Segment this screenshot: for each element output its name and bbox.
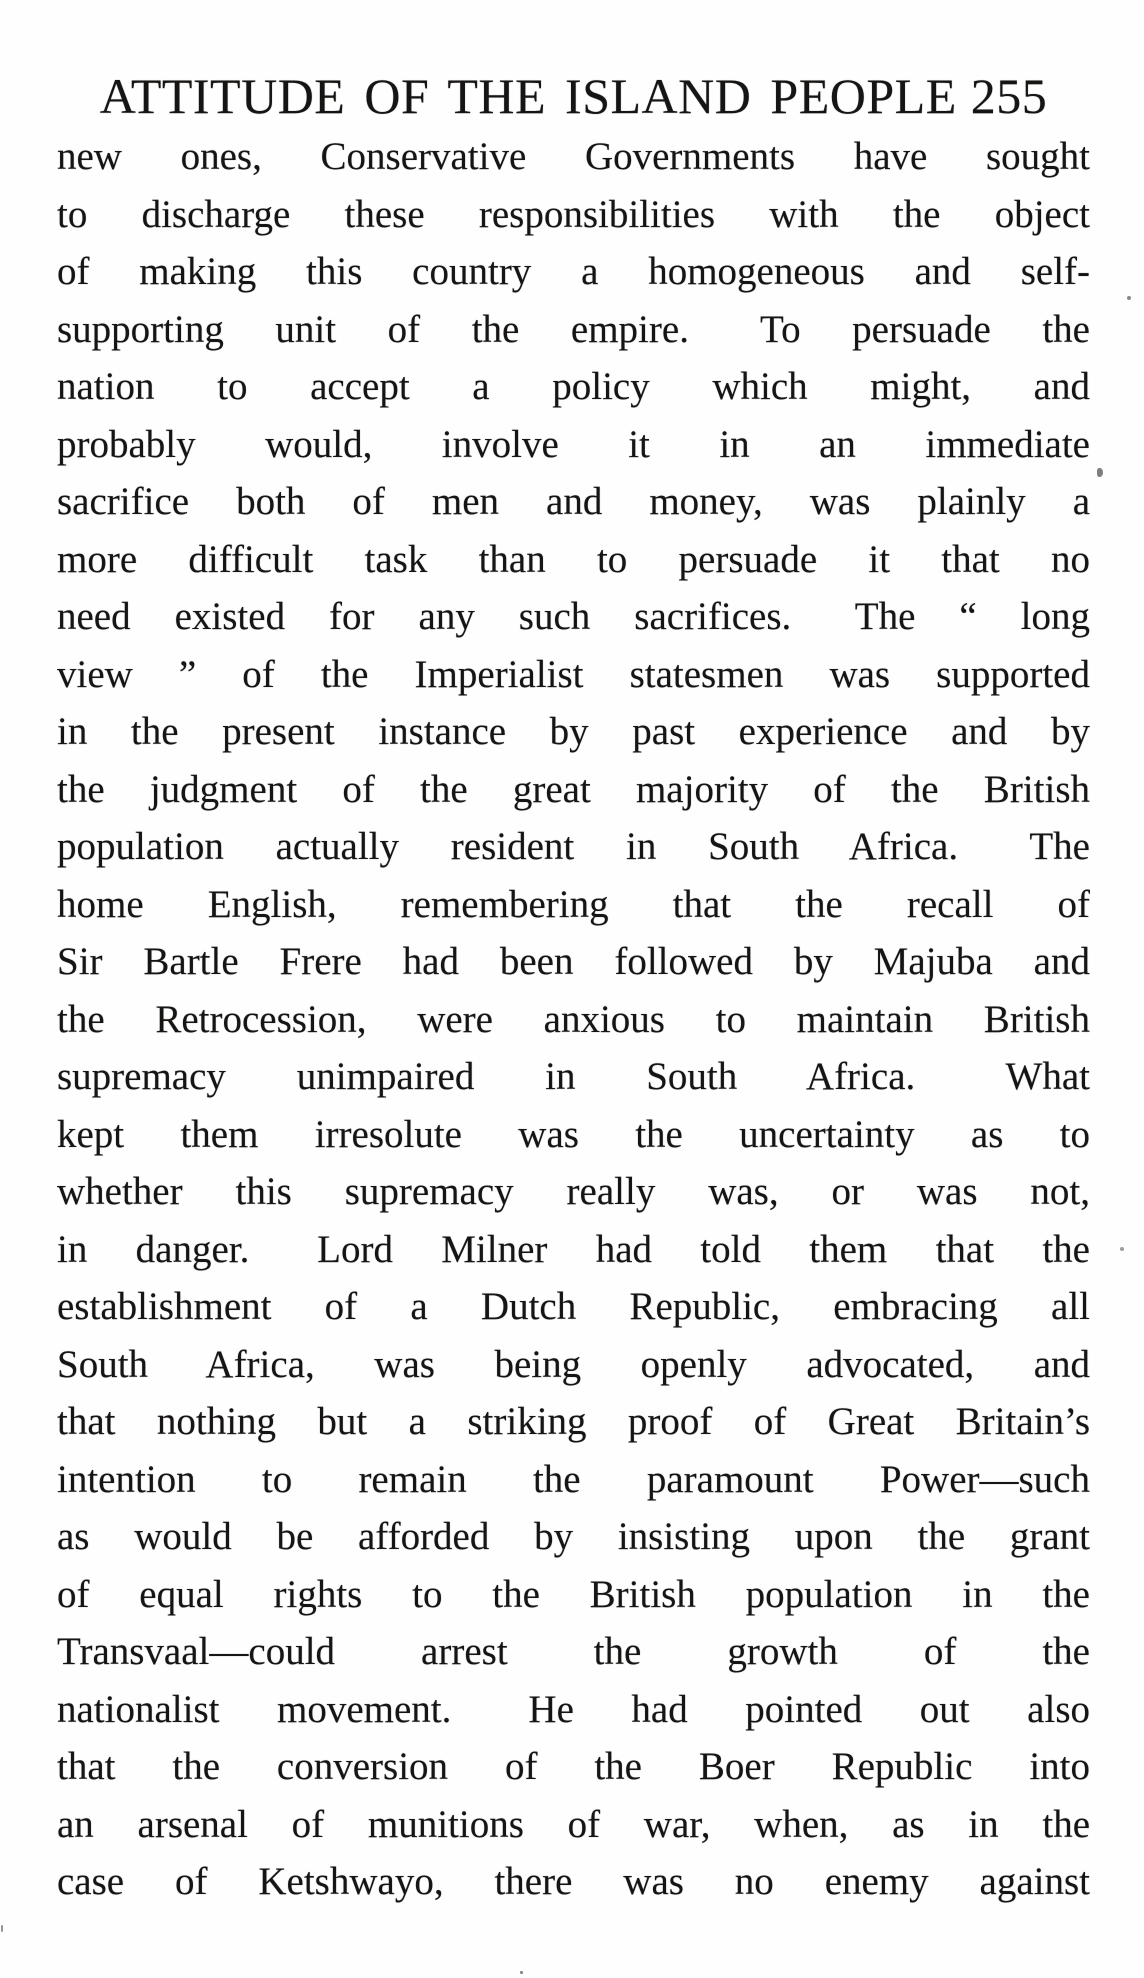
scan-speck	[1, 1925, 3, 1932]
running-head	[57, 70, 1090, 123]
text-line: nationalist movement. He had pointed out also	[57, 1687, 1090, 1731]
text-line: in the present instance by past experience and by	[57, 710, 1090, 753]
text-line: sacrifice both of men and money, was plainly a	[57, 480, 1090, 523]
text-line: intention to remain the paramount Power—such	[57, 1457, 1090, 1501]
text-line: South Africa, was being openly advocated, and	[57, 1342, 1090, 1386]
text-line: need existed for any such sacrifices. The “ long	[57, 595, 1090, 638]
scan-speck	[520, 1971, 523, 1974]
text-line: that the conversion of the Boer Republic into	[57, 1745, 1090, 1788]
text-line: probably would, involve it in an immediate	[57, 422, 1090, 466]
text-line: as would be afforded by insisting upon the grant	[57, 1515, 1090, 1558]
page-body	[57, 128, 1090, 1911]
running-head-title: ATTITUDE OF THE ISLAND PEOPLE	[99, 68, 957, 124]
text-line: case of Ketshwayo, there was no enemy against	[57, 1860, 1090, 1903]
text-line: of equal rights to the British population in the	[57, 1572, 1090, 1616]
text-line: the Retrocession, were anxious to maintain British	[57, 997, 1090, 1041]
text-line: to discharge these responsibilities with the object	[57, 192, 1090, 236]
text-line: that nothing but a striking proof of Great Britain’s	[57, 1400, 1090, 1443]
text-line: whether this supremacy really was, or was not,	[57, 1170, 1090, 1213]
text-line: more difficult task than to persuade it that no	[57, 537, 1090, 581]
text-line: home English, remembering that the recall of	[57, 882, 1090, 926]
text-line: Transvaal—could arrest the growth of the	[57, 1630, 1090, 1673]
scan-speck	[1127, 296, 1131, 300]
text-line: Sir Bartle Frere had been followed by Majuba and	[57, 940, 1090, 983]
scan-speck	[1120, 1247, 1124, 1251]
text-line: new ones, Conservative Governments have sought	[57, 135, 1090, 178]
text-line: establishment of a Dutch Republic, embracing all	[57, 1285, 1090, 1328]
page-number: 255	[970, 68, 1048, 124]
text-line: an arsenal of munitions of war, when, as in the	[57, 1802, 1090, 1846]
scan-speck	[1097, 468, 1103, 477]
text-line: supporting unit of the empire. To persuade the	[57, 307, 1090, 351]
text-line: nation to accept a policy which might, and	[57, 365, 1090, 408]
text-line: view ” of the Imperialist statesmen was supported	[57, 652, 1090, 696]
text-line: in danger. Lord Milner had told them that the	[57, 1227, 1090, 1271]
text-line: of making this country a homogeneous and self-	[57, 250, 1090, 293]
text-line: supremacy unimpaired in South Africa. What	[57, 1055, 1090, 1098]
text-line: the judgment of the great majority of the British	[57, 767, 1090, 811]
text-line: population actually resident in South Africa. The	[57, 825, 1090, 868]
text-line: kept them irresolute was the uncertainty as to	[57, 1112, 1090, 1156]
